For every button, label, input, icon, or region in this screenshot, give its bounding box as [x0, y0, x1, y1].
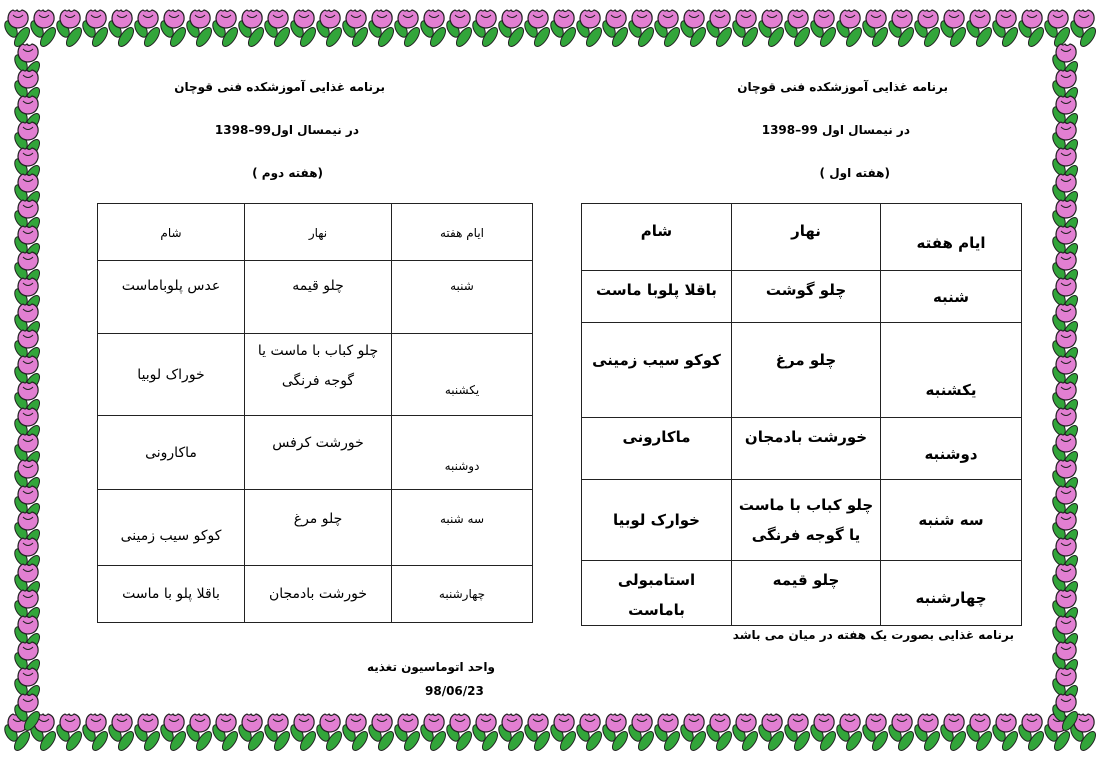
flower-icon [548, 10, 578, 49]
day-cell: دوشنبه [881, 418, 1022, 480]
border-right-svg [1048, 0, 1098, 766]
table-row [98, 261, 533, 334]
flower-icon [574, 10, 604, 49]
flower-icon [444, 714, 474, 753]
dinner-cell: خوارک لوبیا [582, 480, 732, 561]
lunch-cell: چلو کباب با ماست یا گوجه فرنگی [245, 334, 392, 416]
day-cell: شنبه [881, 271, 1022, 323]
table-row [98, 566, 533, 623]
flower-icon [834, 714, 864, 753]
flower-icon [964, 10, 994, 49]
flower-icon [522, 714, 552, 753]
flower-icon [964, 714, 994, 753]
flower-icon [782, 10, 812, 49]
footer-date: 98/06/23 [425, 684, 484, 698]
lunch-cell: خورشت کرفس [245, 416, 392, 490]
day-cell: شنبه [392, 261, 533, 334]
flower-icon [678, 714, 708, 753]
table-row [582, 418, 1022, 480]
flower-icon [652, 10, 682, 49]
flower-icon [366, 714, 396, 753]
flower-icon [80, 10, 110, 49]
flower-icon [782, 714, 812, 753]
day-cell: چهارشنبه [881, 561, 1022, 626]
flower-icon [470, 714, 500, 753]
flower-icon [886, 714, 916, 753]
flower-icon [262, 714, 292, 753]
header-days: ایام هفته [881, 204, 1022, 271]
dinner-cell: استامبولی باماست [582, 561, 732, 626]
flower-icon [1016, 10, 1046, 49]
flower-border-left [0, 0, 48, 766]
flower-icon [990, 714, 1020, 753]
flower-icon [938, 714, 968, 753]
flower-icon [236, 714, 266, 753]
table-row [98, 490, 533, 566]
day-cell: دوشنبه [392, 416, 533, 490]
flower-icon [392, 10, 422, 49]
lunch-cell: چلو مرغ [732, 323, 881, 418]
flower-icon [314, 10, 344, 49]
flower-icon [938, 10, 968, 49]
flower-icon [132, 714, 162, 753]
flower-icon [756, 10, 786, 49]
flower-icon [574, 714, 604, 753]
flower-icon [756, 714, 786, 753]
table-row [582, 323, 1022, 418]
flower-icon [730, 10, 760, 49]
border-bottom-svg [0, 706, 1098, 756]
footer-unit: واحد اتوماسیون تغذیه [366, 660, 495, 674]
lunch-cell: چلو گوشت [732, 271, 881, 323]
dinner-cell: کوکو سیب زمینی [98, 490, 245, 566]
flower-icon [12, 694, 42, 733]
flower-icon [314, 714, 344, 753]
flower-icon [600, 10, 630, 49]
table-header-row [582, 204, 1022, 271]
flower-icon [834, 10, 864, 49]
day-cell: سه شنبه [881, 480, 1022, 561]
header-dinner: شام [98, 204, 245, 261]
flower-icon [210, 10, 240, 49]
week2-menu-table [97, 203, 533, 623]
week2-semester: در نیمسال اول99–1398 [214, 123, 359, 137]
flower-icon [1050, 694, 1080, 733]
flower-icon [860, 10, 890, 49]
flower-icon [158, 714, 188, 753]
flower-icon [262, 10, 292, 49]
flower-icon [158, 10, 188, 49]
flower-icon [418, 714, 448, 753]
week1-menu-table [581, 203, 1022, 626]
table-header-row [98, 204, 533, 261]
header-lunch: نهار [245, 204, 392, 261]
header-lunch: نهار [732, 204, 881, 271]
day-cell: یکشنبه [392, 334, 533, 416]
week1-week-label: (هفته اول ) [819, 166, 890, 180]
flower-icon [54, 10, 84, 49]
flower-icon [340, 714, 370, 753]
lunch-cell: چلو قیمه [732, 561, 881, 626]
dinner-cell: عدس پلوباماست [98, 261, 245, 334]
lunch-cell: خورشت بادمجان [245, 566, 392, 623]
dinner-cell: باقلا پلو با ماست [98, 566, 245, 623]
border-top-svg [0, 0, 1098, 50]
dinner-cell: ماکارونی [582, 418, 732, 480]
flower-icon [704, 714, 734, 753]
flower-icon [678, 10, 708, 49]
lunch-cell: خورشت بادمجان [732, 418, 881, 480]
flower-icon [730, 714, 760, 753]
flower-icon [704, 10, 734, 49]
flower-icon [652, 714, 682, 753]
dinner-cell: ماکارونی [98, 416, 245, 490]
flower-icon [210, 714, 240, 753]
flower-icon [548, 714, 578, 753]
schedule-note: برنامه غذایی بصورت یک هفته در میان می باشد [732, 628, 1014, 642]
flower-icon [1016, 714, 1046, 753]
table-row [582, 480, 1022, 561]
flower-icon [184, 714, 214, 753]
lunch-cell: چلو کباب با ماست یا گوجه فرنگی [732, 480, 881, 561]
flower-icon [444, 10, 474, 49]
dinner-cell: باقلا پلوبا ماست [582, 271, 732, 323]
flower-icon [366, 10, 396, 49]
flower-icon [626, 714, 656, 753]
dinner-cell: خوراک لوبیا [98, 334, 245, 416]
flower-icon [522, 10, 552, 49]
flower-icon [600, 714, 630, 753]
flower-icon [418, 10, 448, 49]
flower-icon [808, 10, 838, 49]
border-left-svg [0, 0, 48, 766]
flower-icon [860, 714, 890, 753]
table-row [98, 334, 533, 416]
flower-icon [106, 714, 136, 753]
header-days: ایام هفته [392, 204, 533, 261]
flower-border-top [0, 0, 1098, 50]
week2-week-label: (هفته دوم ) [252, 166, 323, 180]
week1-title: برنامه غذایی آموزشکده فنی قوچان [737, 80, 948, 94]
flower-icon [340, 10, 370, 49]
table-row [582, 271, 1022, 323]
flower-icon [496, 714, 526, 753]
flower-icon [626, 10, 656, 49]
flower-icon [470, 10, 500, 49]
week2-title: برنامه غذایی آموزشکده فنی قوچان [174, 80, 385, 94]
flower-icon [106, 10, 136, 49]
flower-icon [184, 10, 214, 49]
flower-icon [912, 10, 942, 49]
header-dinner: شام [582, 204, 732, 271]
flower-icon [288, 714, 318, 753]
flower-icon [132, 10, 162, 49]
flower-icon [80, 714, 110, 753]
flower-icon [54, 714, 84, 753]
flower-icon [236, 10, 266, 49]
day-cell: یکشنبه [881, 323, 1022, 418]
flower-icon [990, 10, 1020, 49]
dinner-cell: کوکو سیب زمینی [582, 323, 732, 418]
lunch-cell: چلو مرغ [245, 490, 392, 566]
flower-border-bottom [0, 706, 1098, 756]
table-row [582, 561, 1022, 626]
flower-icon [392, 714, 422, 753]
table-row [98, 416, 533, 490]
flower-icon [808, 714, 838, 753]
day-cell: چهارشنبه [392, 566, 533, 623]
flower-icon [496, 10, 526, 49]
day-cell: سه شنبه [392, 490, 533, 566]
lunch-cell: چلو قیمه [245, 261, 392, 334]
flower-icon [912, 714, 942, 753]
week1-semester: در نیمسال اول 99–1398 [761, 123, 910, 137]
flower-icon [288, 10, 318, 49]
flower-icon [886, 10, 916, 49]
flower-border-right [1048, 0, 1098, 766]
